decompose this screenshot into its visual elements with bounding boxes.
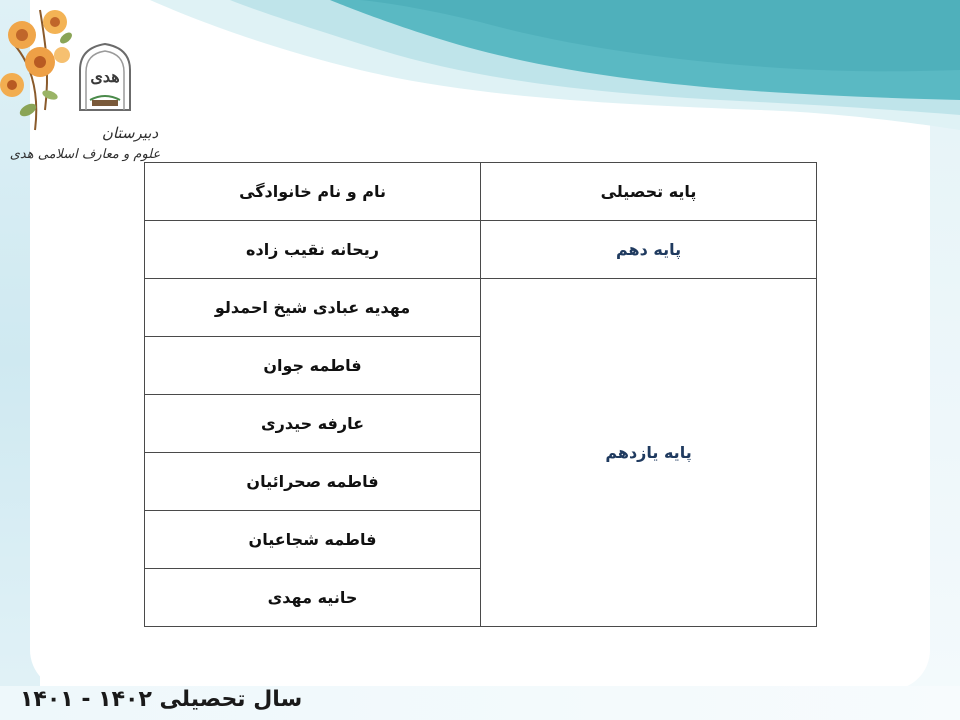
name-cell: مهدیه عبادی شیخ احمدلو [145,279,481,337]
table-header-row [145,163,817,221]
table-row [145,221,817,279]
header-name: نام و نام خانوادگی [145,163,481,221]
name-cell: فاطمه شجاعیان [145,511,481,569]
name-cell: ریحانه نقیب زاده [145,221,481,279]
emblem-icon [80,44,130,110]
flower-decoration-icon [0,10,74,130]
academic-year-footer: سال تحصیلی ۱۴۰۲ - ۱۴۰۱ [20,687,303,712]
svg-text:علوم و معارف اسلامی هدی: علوم و معارف اسلامی هدی [9,147,161,162]
grade-cell: پایه یازدهم [481,279,817,627]
svg-text:دبیرستان: دبیرستان [101,124,159,142]
name-cell: عارفه حیدری [145,395,481,453]
name-cell: فاطمه جوان [145,337,481,395]
grade-cell: پایه دهم [481,221,817,279]
header-grade: پایه تحصیلی [481,163,817,221]
name-cell: فاطمه صحرائیان [145,453,481,511]
table-row [145,279,817,337]
student-grade-table [144,162,817,627]
school-logo [0,0,170,175]
svg-text:هدی: هدی [90,67,120,86]
name-cell: حانیه مهدی [145,569,481,627]
